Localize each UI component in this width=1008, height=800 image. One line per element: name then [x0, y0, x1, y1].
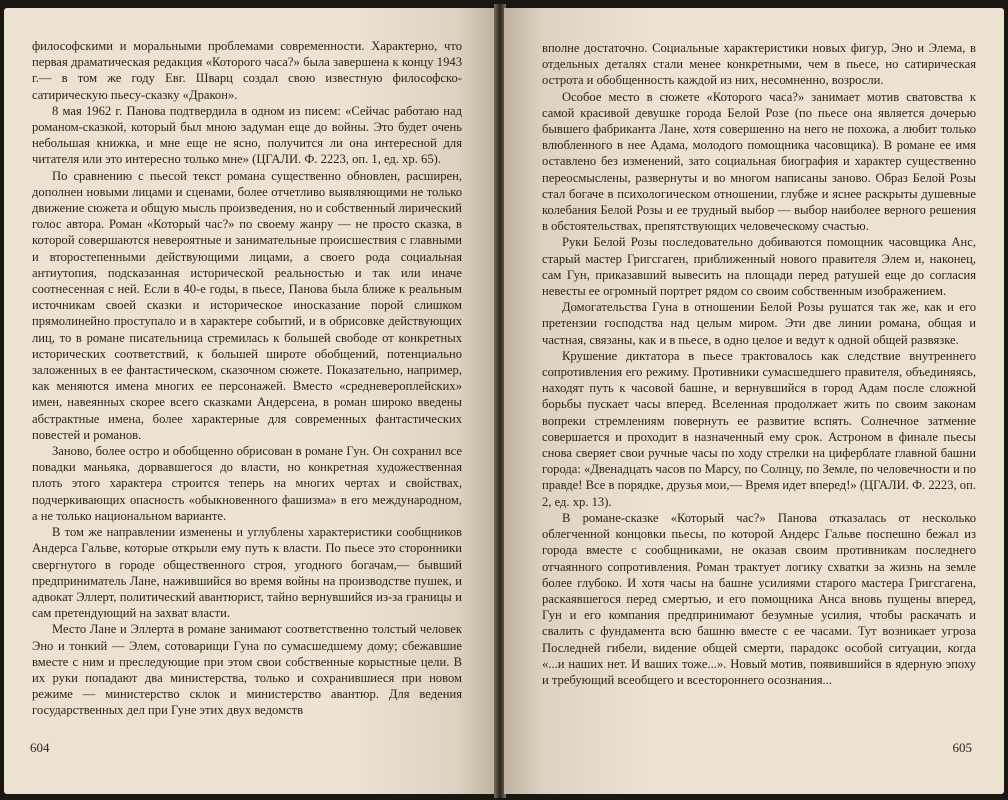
- paragraph: В том же направлении изменены и углублены характеристики сообщников Андерса Гальве, которые открыли ему путь к власти. По пьесе это сторонники свергнутого в городе общественного строя, угодного богачам,— бывший предприниматель Лане, нажившийся во время войны на производстве пушек, и адвокат Эллерт, политический авантюрист, тайно вернувшийся из-за границы и сам претендующий на захват власти.: [32, 525, 462, 621]
- paragraph: философскими и моральными проблемами современности. Характерно, что первая драматическая редакция «Которого часа?» была завершена к концу 1943 г.— в том же году Евг. Шварц создал свою известную философско-сатирическую пьесу-сказку «Дракон».: [32, 39, 462, 102]
- right-page-text: [542, 40, 976, 688]
- paragraph: Домогательства Гуна в отношении Белой Розы рушатся так же, как и его претензии господства над целым миром. Эти две линии романа, общая и частная, связаны, как и в пьесе, в одно целое и ведут к одной общей развязке.: [542, 300, 976, 347]
- paragraph: Заново, более остро и обобщенно обрисован в романе Гун. Он сохранил все повадки маньяка, дорвавшегося до власти, но конкретная художественная плоть этого характера строится теперь на многих чертах и свойствах, подчеркивающих опасность «обыкновенного фашизма» в его международном, а не только национальном варианте.: [32, 444, 462, 523]
- left-page: [4, 8, 496, 794]
- left-page-text: [32, 38, 462, 719]
- paragraph: Руки Белой Розы последовательно добиваются помощник часовщика Анс, старый мастер Григсгаген, приближенный нового правителя Элем и, наконец, сам Гун, приказавший вывесить на площади перед ратушей еще до согласия невесты ее огромный портрет рядом со своим собственным изображением.: [542, 235, 976, 299]
- page-number: 605: [952, 740, 972, 755]
- paragraph: Место Лане и Эллерта в романе занимают соответственно толстый человек Эно и тонкий — Элем, сотоварищи Гуна по сумасшедшему дому; сбежавшие вместе с ним и преследующие при этом свои собственные корыстные цели. В их руки попадают два министерства, только и сохранившиеся при новом режиме — министерство склок и министерство авантюр. Для ведения государственных дел при Гуне этих двух ведомств: [32, 622, 462, 718]
- right-page: [504, 8, 1004, 794]
- paragraph: Крушение диктатора в пьесе трактовалось как следствие внутреннего сопротивления его режиму. Противники сумасшедшего правителя, объединяясь, находят путь к часовой башне, и вернувшийся в город Адам после сложной борьбы пускает часы вперед. Вселенная продолжает жить по своим законам вопреки стремлениям повернуть ее развитие вспять. Солнечное затмение совершается и проходит в назначенный ему срок. Астроном в финале пьесы снова сверяет свои ручные часы по ходу стрелки на циферблате главной башни города: «Двенадцать часов по Марсу, по Солнцу, по Земле, по человечности и по правде! Все в порядке, друзья мои,— Время идет вперед!» (ЦГАЛИ. Ф. 2223, оп. 2, ед. хр. 13).: [542, 348, 976, 509]
- page-number: 604: [30, 740, 50, 755]
- paragraph: Особое место в сюжете «Которого часа?» занимает мотив сватовства к самой красивой девушке города Белой Розе (по пьесе она является дочерью бывшего фабриканта Лане, хотя совершенно на него не похожа, а любит только влюбленного в нее Адама, молодого помощника часовщика). В романе ее имя оставлено без изменений, зато социальная биография и характер существенно переосмыслены, развернуты и во многом написаны заново. Образ Белой Розы стал богаче в психологическом отношении, глубже и яснее раскрыты душевные колебания Белой Розы и ее трудный выбор — выбор наиболее верного решения в обстоятельствах, препятствующих человеческому счастью.: [542, 89, 976, 234]
- paragraph: вполне достаточно. Социальные характеристики новых фигур, Эно и Элема, в отдельных деталях стали менее конкретными, чем в пьесе, но сатирическая острота и обобщенность каждой из них, несомненно, возросли.: [542, 41, 976, 88]
- paragraph: По сравнению с пьесой текст романа существенно обновлен, расширен, дополнен новыми лицами и сценами, более отчетливо выявляющими не только движение сюжета и общую мысль произведения, но и собственный лирический голос автора. Роман «Который час?» по своему жанру — не просто сказка, в которой совершаются невероятные и занимательные происшествия с главными и второстепенными действующими лицами, а своего рода социальная антиутопия, подсказанная исторической реальностью и так или иначе соотнесенная с ней. Если в 40-е годы, в пьесе, Панова была ближе к реальным источникам своей сказки и историческое иносказание порой слишком прямолинейно проступало и в характере событий, и в обрисовке действующих лиц, то в романе писательница стремилась к большей свободе от конкретных исторических соответствий, к большей широте обобщений, потенциально заложенных в ее фантастическом, сказочном сюжете. Показательно, например, как меняются имена многих ее персонажей. Вместо «средневероплейских» имен, навеянных скорее всего сказками Андерсена, в роман широко введены абстрактные имена, более характерные для современных фантастических повестей и романов.: [32, 168, 462, 442]
- paragraph: 8 мая 1962 г. Панова подтвердила в одном из писем: «Сейчас работаю над романом-сказкой, который был мною задуман еще до войны. Это будет очень небольшая книжка, и мне еще не ясно, получится ли она интересной для читателя или это интересно только мне» (ЦГАЛИ. Ф. 2223, оп. 1, ед. хр. 65).: [32, 103, 462, 167]
- paragraph: В романе-сказке «Который час?» Панова отказалась от несколько облегченной концовки пьесы, по которой Андерс Гальве поспешно бежал из города вместе с сообщниками, не оказав своим противникам последнего отчаянного сопротивления. Роман трактует логику схватки за жизнь на земле более глубоко. И хотя часы на башне усилиями старого мастера Григсгагена, раскаявшегося перед смертью, и его помощника Анса вновь пущены вперед, Гун и его компания предпринимают безумные усилия, чтобы раскачать и свалить с фундамента всю башню вместе с ее часами. Тут возникает угроза Последней гибели, видение общей смерти, парадокс особой ситуации, когда «...и наших нет. И ваших тоже...». Новый мотив, появившийся в ядерную эпоху и требующий всеобщего и всестороннего осознания...: [542, 510, 976, 687]
